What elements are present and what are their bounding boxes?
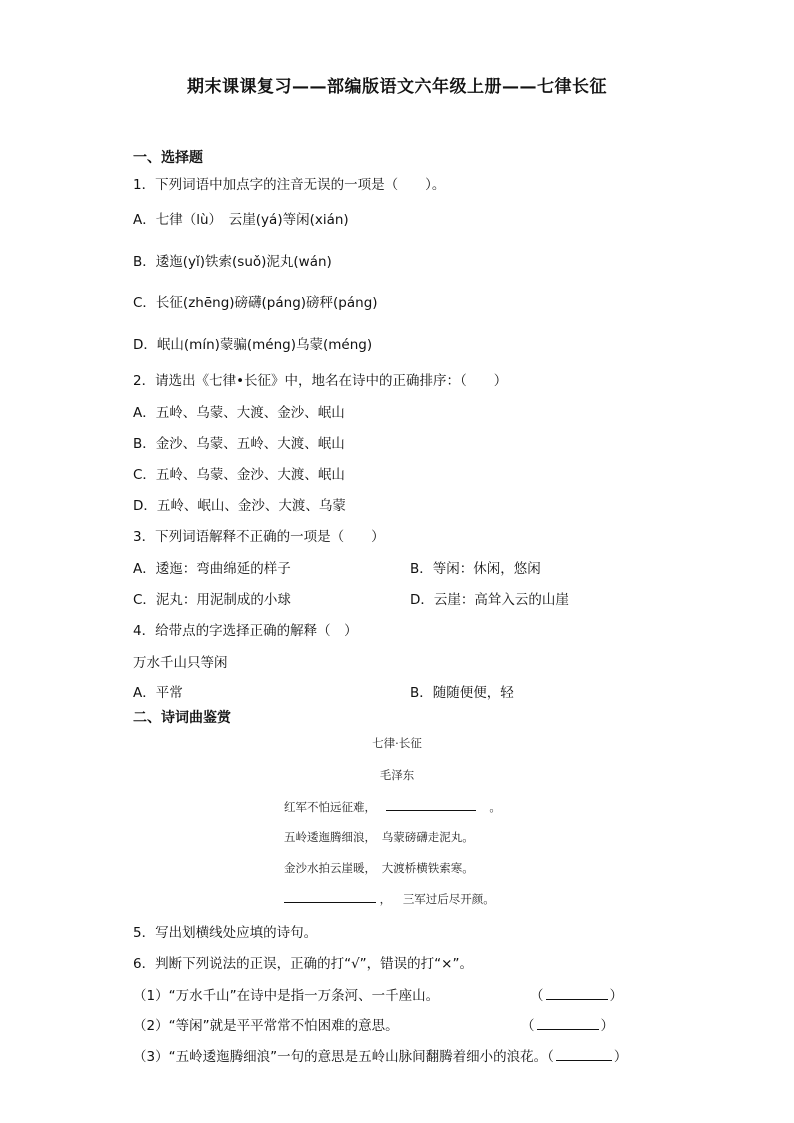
question-2-stem: 2．请选出《七律•长征》中，地名在诗中的正确排序：（ ） — [133, 373, 508, 389]
section-choice-heading: 一、选择题 — [133, 150, 203, 166]
poem-line-1-text: 红军不怕远征难， — [284, 800, 376, 814]
question-6-item-3-text: （3）“五岭逶迤腾细浪”一句的意思是五岭山脉间翻腾着细小的浪花。 — [133, 1049, 548, 1065]
answer-blank-2[interactable] — [537, 1017, 599, 1030]
question-4-option-a: A．平常 — [133, 685, 183, 701]
answer-blank-1[interactable] — [546, 987, 608, 1000]
fill-blank-1[interactable] — [386, 798, 476, 811]
poem-title: 七律·长征 — [372, 736, 422, 750]
paren-close: ） — [613, 1049, 628, 1065]
question-2-option-c: C．五岭、乌蒙、金沙、大渡、岷山 — [133, 467, 345, 483]
question-4-poem-line: 万水千山只等闲 — [133, 655, 228, 671]
poem-line-1 — [284, 798, 501, 815]
answer-blank-3[interactable] — [556, 1048, 612, 1061]
answer-slot-3[interactable] — [547, 1049, 627, 1065]
question-3-stem: 3．下列词语解释不正确的一项是（ ） — [133, 529, 385, 545]
paren-open: （ — [530, 988, 544, 1004]
paren-open: （ — [547, 1049, 554, 1065]
poem-author: 毛泽东 — [379, 768, 415, 782]
question-6-item-1: （1）“万水千山”在诗中是指一万条河、一千座山。 — [133, 988, 440, 1004]
question-1-stem: 1．下列词语中加点字的注音无误的一项是（ ）。 — [133, 177, 446, 193]
question-6-stem: 6．判断下列说法的正误，正确的打“√”，错误的打“×”。 — [133, 956, 473, 972]
question-1-option-a: A．七律（lù） 云崖(yá)等闲(xián) — [133, 212, 349, 228]
question-3-option-d: D．云崖：高耸入云的山崖 — [410, 592, 569, 608]
poem-line-3: 金沙水拍云崖暖， 大渡桥横铁索寒。 — [284, 861, 474, 875]
question-1-option-d: D．岷山(mín)蒙骗(méng)乌蒙(méng) — [133, 337, 373, 353]
section-poetry-heading: 二、诗词曲鉴赏 — [133, 710, 231, 726]
question-2-option-d: D．五岭、岷山、金沙、大渡、乌蒙 — [133, 498, 346, 514]
page-title: 期末课课复习——部编版语文六年级上册——七律长征 — [187, 77, 607, 97]
question-4-stem: 4．给带点的字选择正确的解释（ ） — [133, 623, 358, 639]
question-2-option-a: A．五岭、乌蒙、大渡、金沙、岷山 — [133, 405, 345, 421]
question-4-option-b: B．随随便便，轻 — [410, 685, 514, 701]
answer-slot-2[interactable] — [521, 1014, 614, 1034]
question-3-option-c: C．泥丸：用泥制成的小球 — [133, 592, 291, 608]
answer-slot-1[interactable] — [530, 984, 623, 1004]
paren-close: ） — [600, 1018, 614, 1034]
poem-line-1-period: 。 — [489, 800, 501, 814]
poem-line-4 — [284, 890, 495, 907]
paren-close: ） — [609, 988, 623, 1004]
question-1-option-c: C．长征(zhēng)磅礴(páng)磅秤(páng) — [133, 295, 378, 311]
question-2-option-b: B．金沙、乌蒙、五岭、大渡、岷山 — [133, 436, 345, 452]
question-5-stem: 5．写出划横线处应填的诗句。 — [133, 925, 318, 941]
poem-line-2: 五岭逶迤腾细浪， 乌蒙磅礴走泥丸。 — [284, 830, 474, 844]
question-3-option-b: B．等闲：休闲，悠闲 — [410, 561, 541, 577]
paren-open: （ — [521, 1018, 535, 1034]
poem-line-4-text: 三军过后尽开颜。 — [402, 892, 495, 906]
question-6-item-3 — [133, 1045, 627, 1065]
question-1-option-b: B．逶迤(yǐ)铁索(suǒ)泥丸(wán) — [133, 254, 332, 270]
fill-blank-2[interactable] — [284, 890, 376, 903]
question-6-item-2: （2）“等闲”就是平平常常不怕困难的意思。 — [133, 1018, 399, 1034]
question-3-option-a: A．逶迤：弯曲绵延的样子 — [133, 561, 291, 577]
poem-line-4-comma: ， — [379, 892, 392, 906]
